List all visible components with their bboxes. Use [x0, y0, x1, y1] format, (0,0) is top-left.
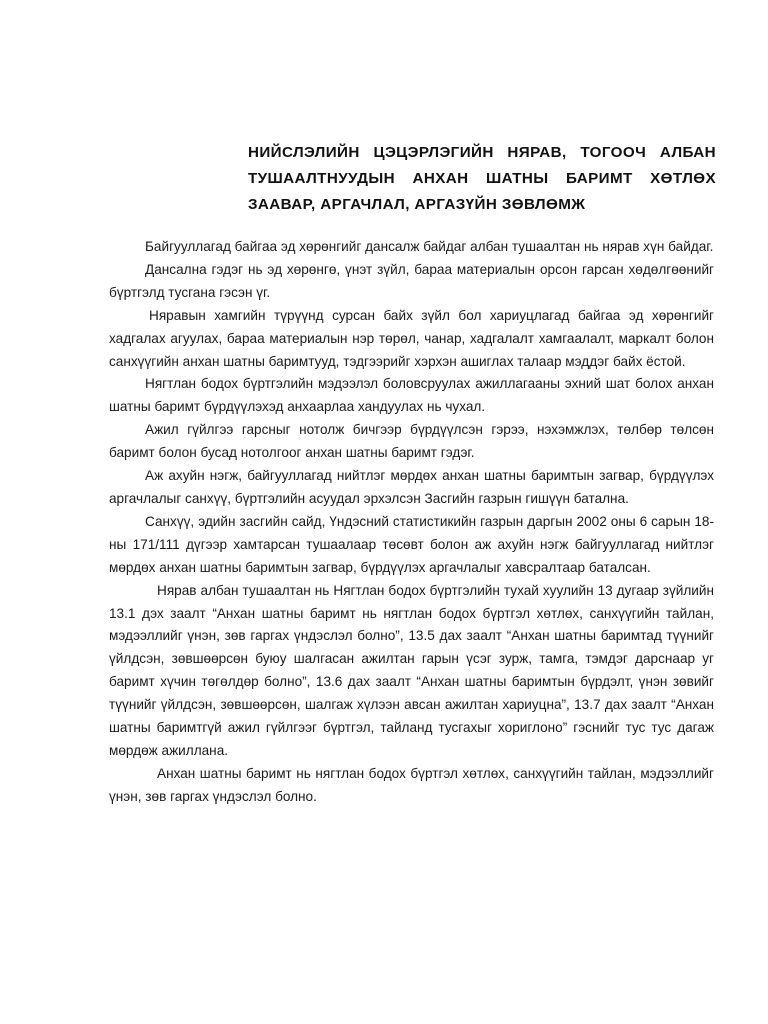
- paragraph-9: Анхан шатны баримт нь нягтлан бодох бүртгэл хөтлөх, санхүүгийн тайлан, мэдээллийг үнэн, зөв гаргах үндэслэл болно.: [109, 765, 714, 804]
- document-title: НИЙСЛЭЛИЙН ЦЭЦЭРЛЭГИЙН НЯРАВ, ТОГООЧ АЛБАН ТУШААЛТНУУДЫН АНХАН ШАТНЫ БАРИМТ ХӨТЛӨХ ЗААВАР, АРГАЧЛАЛ, АРГАЗҮЙН ЗӨВЛӨМЖ: [248, 144, 716, 213]
- document-body: [109, 236, 714, 809]
- paragraph-4: Нягтлан бодох бүртгэлийн мэдээлэл боловсруулах ажиллагааны эхний шат болох анхан шатны баримт бүрдүүлэхэд анхаарлаа хандуулах нь чухал.: [109, 376, 714, 415]
- paragraph-2: Дансална гэдэг нь эд хөрөнгө, үнэт зүйл, бараа материалын орсон гарсан хөдөлгөөнийг бүртгэлд тусгана гэсэн үг.: [109, 261, 714, 300]
- paragraph-8: Нярав албан тушаалтан нь Нягтлан бодох бүртгэлийн тухай хуулийн 13 дугаар зүйлийн 13.1 дэх заалт “Анхан шатны баримт нь нягтлан бодох бүртгэл хөтлөх, санхүүгийн тайлан, мэдээллийг үнэн, зөв гаргах үндэслэл болно”, 13.5 дах заалт “Анхан шатны баримтад түүнийг үйлдсэн, зөвшөөрсөн буюу шалгасан ажилтан гарын үсэг зурж, тамга, тэмдэг дарснаар уг баримт хүчин төгөлдөр болно”, 13.6 дах заалт “Анхан шатны баримтын бүрдэлт, үнэн зөвийг түүнийг үйлдсэн, зөвшөөрсөн, шалгаж хүлээн авсан ажилтан хариуцна”, 13.7 дах заалт “Анхан шатны баримтгүй ажил гүйлгээг бүртгэл, тайланд тусгахыг хориглоно” гэснийг тус тус дагаж мөрдөж ажиллана.: [109, 582, 714, 758]
- paragraph-5: Ажил гүйлгээ гарсныг нотолж бичгээр бүрдүүлсэн гэрээ, нэхэмжлэх, төлбөр төлсөн баримт болон бусад нотолгоог анхан шатны баримт гэдэг.: [109, 422, 714, 461]
- paragraph-7: Санхүү, эдийн засгийн сайд, Үндэсний статистикийн газрын даргын 2002 оны 6 сарын 18-ны 171/111 дүгээр хамтарсан тушаалаар төсөвт болон аж ахуйн нэгж байгууллагад нийтлэг мөрдөх анхан шатны баримтын загвар, бүрдүүлэх аргачлалыг хавсралтаар баталсан.: [109, 513, 714, 575]
- paragraph-6: Аж ахуйн нэгж, байгууллагад нийтлэг мөрдөх анхан шатны баримтын загвар, бүрдүүлэх аргачлалыг санхүү, бүртгэлийн асуудал эрхэлсэн Засгийн газрын гишүүн батална.: [109, 468, 714, 506]
- paragraph-3: Няравын хамгийн түрүүнд сурсан байх зүйл бол хариуцлагад байгаа эд хөрөнгийг хадгалах агуулах, бараа материалын нэр төрөл, чанар, хадгалалт хамгаалалт, маркалт болон санхүүгийн анхан шатны баримтууд, тэдгээрийг хэрхэн ашиглах талаар мэддэг байх ёстой.: [109, 307, 714, 369]
- paragraph-1: Байгууллагад байгаа эд хөрөнгийг дансалж байдаг албан тушаалтан нь нярав хүн байдаг.: [145, 239, 714, 254]
